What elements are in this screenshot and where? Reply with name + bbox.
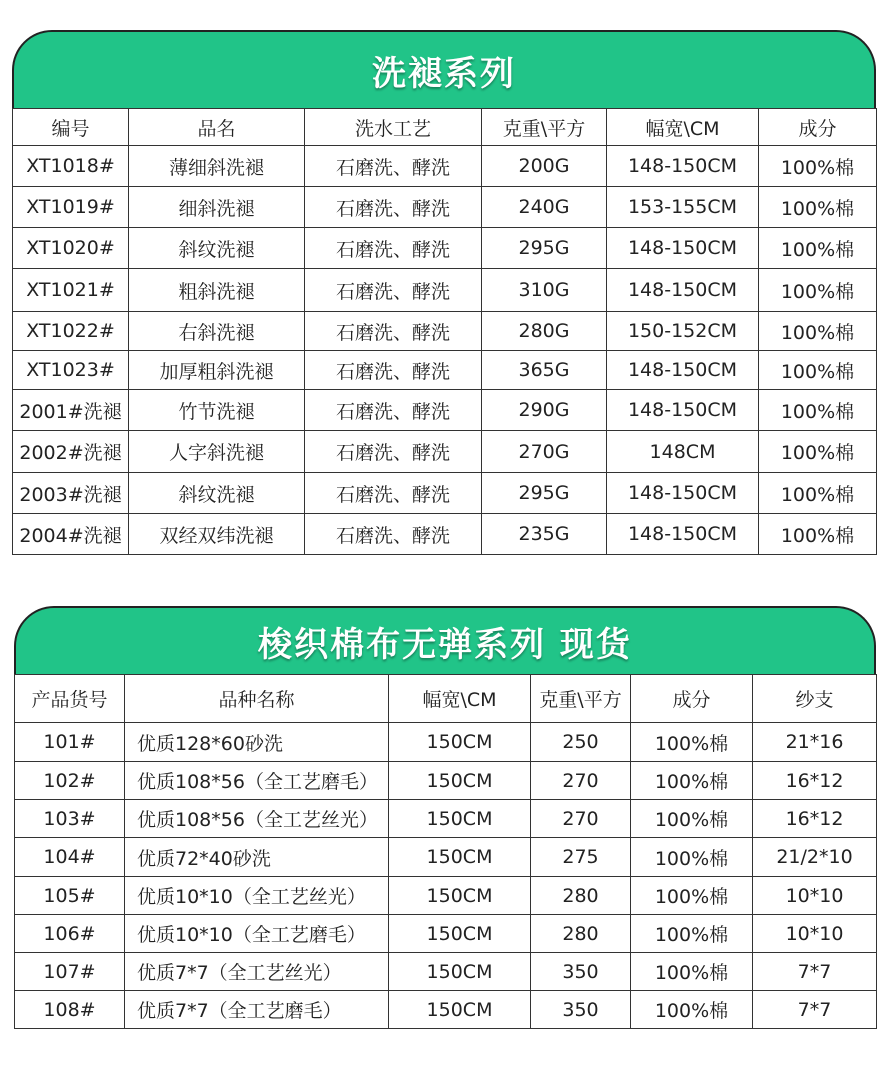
table-cell: 竹节洗褪 [129,390,305,431]
column-header: 纱支 [753,675,877,723]
table-row [15,953,877,991]
table-cell: 280 [531,877,631,915]
table-cell: 153-155CM [607,187,759,228]
table-row [15,800,877,838]
table-cell: 350 [531,991,631,1029]
table-cell: 人字斜洗褪 [129,431,305,473]
table-cell: 优质10*10（全工艺丝光） [125,877,389,915]
table-cell: 150CM [389,838,531,877]
table-cell: 148CM [607,431,759,473]
table-row [13,473,877,514]
table-cell: 148-150CM [607,390,759,431]
table-row [13,187,877,228]
table-cell: 薄细斜洗褪 [129,146,305,187]
table-cell: 350 [531,953,631,991]
table-cell: 280 [531,915,631,953]
table-cell: 250 [531,723,631,762]
table-cell: 103# [15,800,125,838]
table-cell: 148-150CM [607,146,759,187]
table-row [13,269,877,312]
column-header: 品种名称 [125,675,389,723]
table-cell: 100%棉 [631,838,753,877]
table-header-row [15,675,877,723]
section-title-banner [14,606,876,674]
table-cell: 2002#洗褪 [13,431,129,473]
table-cell: 365G [482,351,607,390]
section-woven-cotton-series [14,606,876,1030]
table-cell: 100%棉 [631,800,753,838]
table-cell: XT1018# [13,146,129,187]
table-cell: 100%棉 [631,877,753,915]
table-cell: 235G [482,514,607,555]
table-cell: XT1020# [13,228,129,269]
table-cell: 2004#洗褪 [13,514,129,555]
table-cell: 石磨洗、酵洗 [305,269,482,312]
table-cell: 石磨洗、酵洗 [305,431,482,473]
table-cell: 石磨洗、酵洗 [305,228,482,269]
column-header: 成分 [759,109,877,146]
table-cell: 7*7 [753,991,877,1029]
table-cell: 2001#洗褪 [13,390,129,431]
table-cell: XT1022# [13,312,129,351]
table-cell: 优质72*40砂洗 [125,838,389,877]
table-cell: 100%棉 [759,228,877,269]
table-cell: 150CM [389,800,531,838]
table-cell: 优质7*7（全工艺丝光） [125,953,389,991]
table-cell: 148-150CM [607,269,759,312]
table-cell: 100%棉 [759,351,877,390]
table-cell: 100%棉 [631,991,753,1029]
table-cell: 106# [15,915,125,953]
table-cell: 优质7*7（全工艺磨毛） [125,991,389,1029]
table-cell: 100%棉 [759,390,877,431]
table-cell: 150CM [389,762,531,800]
table-cell: 16*12 [753,800,877,838]
table-cell: 2003#洗褪 [13,473,129,514]
table-cell: 270 [531,762,631,800]
table-cell: 310G [482,269,607,312]
section-title: 洗褪系列 [372,53,516,94]
table-row [13,514,877,555]
table-cell: 石磨洗、酵洗 [305,312,482,351]
table-cell: 148-150CM [607,514,759,555]
table-cell: 280G [482,312,607,351]
table-row [15,838,877,877]
table-cell: 108# [15,991,125,1029]
table-cell: 100%棉 [759,473,877,514]
table-cell: 石磨洗、酵洗 [305,390,482,431]
table-cell: 150CM [389,877,531,915]
table-row [13,431,877,473]
table-cell: XT1023# [13,351,129,390]
table-row [15,877,877,915]
table-cell: 240G [482,187,607,228]
table-cell: 290G [482,390,607,431]
table-cell: 100%棉 [759,146,877,187]
wash-series-table [12,108,877,555]
column-header: 品名 [129,109,305,146]
table-cell: 270G [482,431,607,473]
table-row [13,312,877,351]
table-cell: 优质108*56（全工艺磨毛） [125,762,389,800]
column-header: 成分 [631,675,753,723]
table-cell: 100%棉 [631,762,753,800]
table-cell: 10*10 [753,915,877,953]
table-cell: 斜纹洗褪 [129,228,305,269]
table-cell: 16*12 [753,762,877,800]
table-cell: 100%棉 [631,723,753,762]
section-title-banner [12,30,876,108]
table-cell: 148-150CM [607,351,759,390]
table-cell: 优质10*10（全工艺磨毛） [125,915,389,953]
table-cell: 270 [531,800,631,838]
table-cell: 优质128*60砂洗 [125,723,389,762]
table-cell: 148-150CM [607,473,759,514]
table-cell: 10*10 [753,877,877,915]
table-cell: 石磨洗、酵洗 [305,473,482,514]
table-cell: 石磨洗、酵洗 [305,146,482,187]
table-cell: 150CM [389,723,531,762]
table-cell: 101# [15,723,125,762]
woven-cotton-table [14,674,877,1029]
table-cell: 275 [531,838,631,877]
table-cell: 石磨洗、酵洗 [305,514,482,555]
column-header: 克重\平方 [531,675,631,723]
table-cell: 100%棉 [759,187,877,228]
table-row [15,723,877,762]
table-row [13,146,877,187]
table-cell: 石磨洗、酵洗 [305,351,482,390]
table-cell: 104# [15,838,125,877]
table-cell: 200G [482,146,607,187]
column-header: 幅宽\CM [607,109,759,146]
table-cell: 粗斜洗褪 [129,269,305,312]
table-cell: 295G [482,228,607,269]
table-cell: 150CM [389,915,531,953]
table-row [13,390,877,431]
table-cell: 100%棉 [759,431,877,473]
column-header: 幅宽\CM [389,675,531,723]
table-cell: 100%棉 [759,269,877,312]
table-header-row [13,109,877,146]
table-cell: 石磨洗、酵洗 [305,187,482,228]
column-header: 克重\平方 [482,109,607,146]
table-cell: 150CM [389,991,531,1029]
table-cell: 21/2*10 [753,838,877,877]
table-row [15,991,877,1029]
section-title: 梭织棉布无弹系列 现货 [258,624,632,665]
table-cell: 102# [15,762,125,800]
table-row [15,762,877,800]
section-wash-series [12,30,876,556]
table-cell: 细斜洗褪 [129,187,305,228]
column-header: 编号 [13,109,129,146]
table-cell: 双经双纬洗褪 [129,514,305,555]
column-header: 产品货号 [15,675,125,723]
table-cell: 150-152CM [607,312,759,351]
table-cell: 7*7 [753,953,877,991]
table-cell: 100%棉 [759,312,877,351]
table-cell: 148-150CM [607,228,759,269]
table-cell: 21*16 [753,723,877,762]
table-cell: 100%棉 [631,915,753,953]
table-cell: 加厚粗斜洗褪 [129,351,305,390]
table-cell: XT1021# [13,269,129,312]
table-cell: XT1019# [13,187,129,228]
table-cell: 100%棉 [759,514,877,555]
table-cell: 右斜洗褪 [129,312,305,351]
table-cell: 100%棉 [631,953,753,991]
table-row [15,915,877,953]
table-row [13,228,877,269]
table-cell: 107# [15,953,125,991]
column-header: 洗水工艺 [305,109,482,146]
table-cell: 105# [15,877,125,915]
table-cell: 150CM [389,953,531,991]
table-cell: 斜纹洗褪 [129,473,305,514]
table-cell: 优质108*56（全工艺丝光） [125,800,389,838]
table-row [13,351,877,390]
table-cell: 295G [482,473,607,514]
